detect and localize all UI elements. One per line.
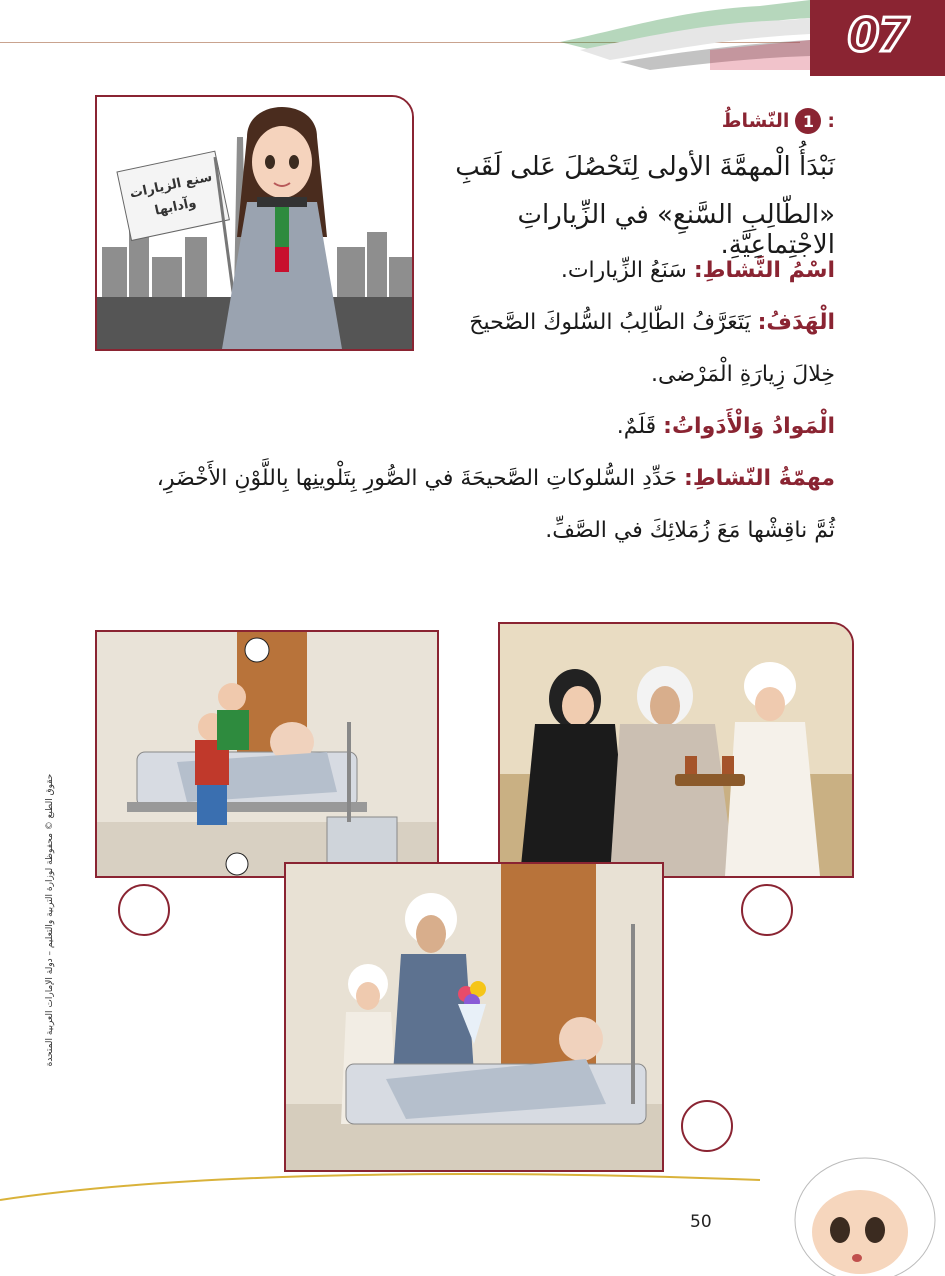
flag-ribbon-decoration — [560, 0, 820, 70]
boy-mascot-illustration — [760, 1150, 945, 1276]
intro-line-1: نَبْدَأُ الْمهمَّةَ الأولى لِتَحْصُلَ عَلى لَقَبِ — [455, 152, 835, 182]
goal-value-line-1: يَتَعَرَّفُ الطّالِبُ السُّلوكَ الصَّحيحَ — [469, 310, 751, 335]
scene-c-art — [286, 864, 662, 1170]
answer-circle-scene-b[interactable] — [741, 884, 793, 936]
scene-a-art — [97, 632, 437, 876]
unit-number: 07 — [847, 8, 908, 62]
task-label: مهمّةُ النّشاطِ: — [684, 466, 835, 491]
activity-name-value: سَنَعُ الزِّيارات. — [560, 258, 687, 283]
scene-family-serving-drinks-illustration — [498, 622, 854, 878]
girl-illustration-art — [97, 97, 412, 349]
intro-line-2: «الطّالِبِ السَّنعِ» في الزِّياراتِ الاجْتِماعِيَّةِ. — [517, 200, 835, 260]
goal — [395, 310, 835, 335]
boy-green-shirt — [217, 683, 249, 750]
answer-circle-scene-a[interactable] — [118, 884, 170, 936]
side-copyright: حقوق الطبع © محفوظة لوزارة التربية والتعليم – دولة الإمارات العربية المتحدة — [45, 773, 55, 1067]
task — [75, 466, 835, 491]
materials — [395, 414, 835, 439]
girl-with-banner-illustration — [95, 95, 414, 351]
activity-heading — [722, 108, 835, 134]
task-value-line-1: حَدِّدِ السُّلوكاتِ الصَّحيحَةَ في الصُّورِ بِتَلْوينِها بِاللَّوْنِ الأَخْضَرِ، — [156, 466, 678, 491]
activity-heading-colon: : — [827, 110, 835, 132]
activity-name-label: اسْمُ النَّشاطِ: — [693, 258, 835, 283]
answer-circle-scene-c[interactable] — [681, 1100, 733, 1152]
page-number: 50 — [690, 1212, 712, 1232]
scene-b-art — [500, 624, 852, 876]
svg-text:سنع الزيارات: سنع الزيارات — [128, 169, 214, 202]
activity-name — [395, 258, 835, 283]
svg-text:وآدابها: وآدابها — [153, 195, 198, 219]
football-top — [245, 638, 269, 662]
materials-label: الْمَوادُ وَالْأَدَواتُ: — [663, 414, 835, 439]
activity-heading-label: النّشاطُ — [721, 110, 790, 132]
tray — [675, 774, 745, 786]
football-bottom — [226, 853, 248, 875]
scene-kids-playing-ball-illustration — [95, 630, 439, 878]
goal-label: الْهَدَفُ: — [757, 310, 835, 335]
task-value-line-2: ثُمَّ ناقِشْها مَعَ زُمَلائِكَ في الصَّفِّ. — [545, 518, 835, 543]
scene-visit-with-flowers-illustration — [284, 862, 664, 1172]
goal-value-line-2: خِلالَ زِيارَةِ الْمَرْضى. — [651, 362, 835, 387]
materials-value: قَلَمٌ. — [616, 414, 657, 439]
activity-number-badge: 1 — [795, 108, 821, 134]
